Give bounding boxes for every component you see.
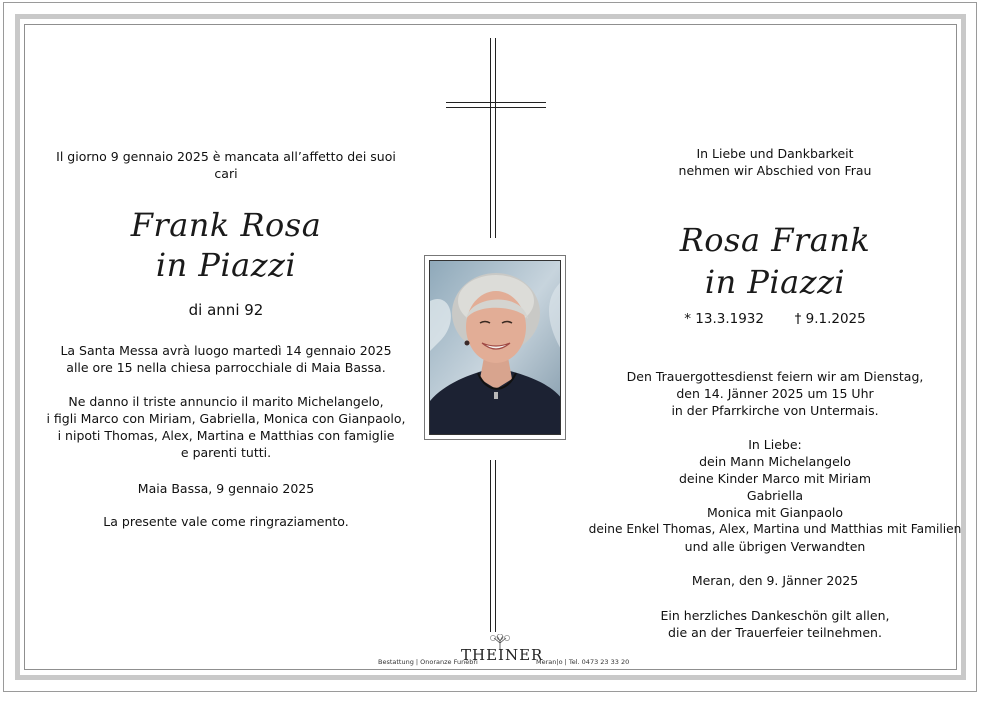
italian-mass-line2: alle ore 15 nella chiesa parrocchiale di Maia Bassa. <box>66 360 386 375</box>
funeral-home-footer <box>330 634 650 668</box>
german-thanks-line1: Ein herzliches Dankeschön gilt allen, <box>660 608 890 623</box>
german-family-line2: deine Kinder Marco mit Miriam <box>678 471 872 486</box>
portrait-photo-frame <box>424 255 566 440</box>
italian-mass-line1: La Santa Messa avrà luogo martedì 14 gennaio 2025 <box>60 343 392 358</box>
german-family-line5: deine Enkel Thomas, Alex, Martina und Matthias mit Familien <box>588 522 962 536</box>
italian-family-line3: i nipoti Thomas, Alex, Martina e Matthias con famiglie <box>57 428 395 443</box>
cross-lower-vertical <box>490 460 496 632</box>
german-name-line2: in Piazzi <box>704 263 846 301</box>
german-service-line1: Den Trauergottesdienst feiern wir am Dienstag, <box>626 369 924 384</box>
birth-date: * 13.3.1932 <box>684 311 764 327</box>
german-intro-line2: nehmen wir Abschied von Frau <box>678 163 872 178</box>
german-service-line2: den 14. Jänner 2025 um 15 Uhr <box>676 386 874 401</box>
german-name-line1: Rosa Frank <box>679 221 871 259</box>
italian-name-line2: in Piazzi <box>155 246 297 284</box>
portrait-photo <box>429 260 561 435</box>
italian-place-date: Maia Bassa, 9 gennaio 2025 <box>137 481 315 496</box>
german-love-heading: In Liebe: <box>748 437 802 452</box>
footer-contact: Meran|o | Tel. 0473 23 33 20 <box>536 658 630 666</box>
german-place-date: Meran, den 9. Jänner 2025 <box>691 573 859 588</box>
cross-horizontal <box>446 102 546 108</box>
footer-services: Bestattung | Onoranze Funebri <box>378 658 478 666</box>
german-family-line1: dein Mann Michelangelo <box>699 454 851 469</box>
german-thanks-line2: die an der Trauerfeier teilnehmen. <box>668 625 882 640</box>
italian-family-line2: i figli Marco con Miriam, Gabriella, Monica con Gianpaolo, <box>46 411 406 426</box>
italian-name-line1: Frank Rosa <box>130 206 322 244</box>
german-dates <box>580 311 970 328</box>
german-intro-line1: In Liebe und Dankbarkeit <box>696 146 854 161</box>
german-family-line6: und alle übrigen Verwandten <box>684 539 866 554</box>
italian-family-line1: Ne danno il triste annuncio il marito Michelangelo, <box>68 394 384 409</box>
italian-intro: Il giorno 9 gennaio 2025 è mancata all’affetto dei suoi cari <box>56 149 396 181</box>
italian-thanks: La presente vale come ringraziamento. <box>103 514 349 529</box>
italian-family-line4: e parenti tutti. <box>180 445 272 460</box>
cross-upper-vertical <box>490 38 496 238</box>
death-date: † 9.1.2025 <box>794 311 866 327</box>
german-family-line4: Monica mit Gianpaolo <box>707 505 843 520</box>
german-service-line3: in der Pfarrkirche von Untermais. <box>671 403 879 418</box>
footer-brand: THEINER <box>461 646 544 664</box>
german-family-line3: Gabriella <box>746 488 804 503</box>
italian-age: di anni 92 <box>188 301 264 319</box>
portrait-illustration <box>430 261 561 435</box>
